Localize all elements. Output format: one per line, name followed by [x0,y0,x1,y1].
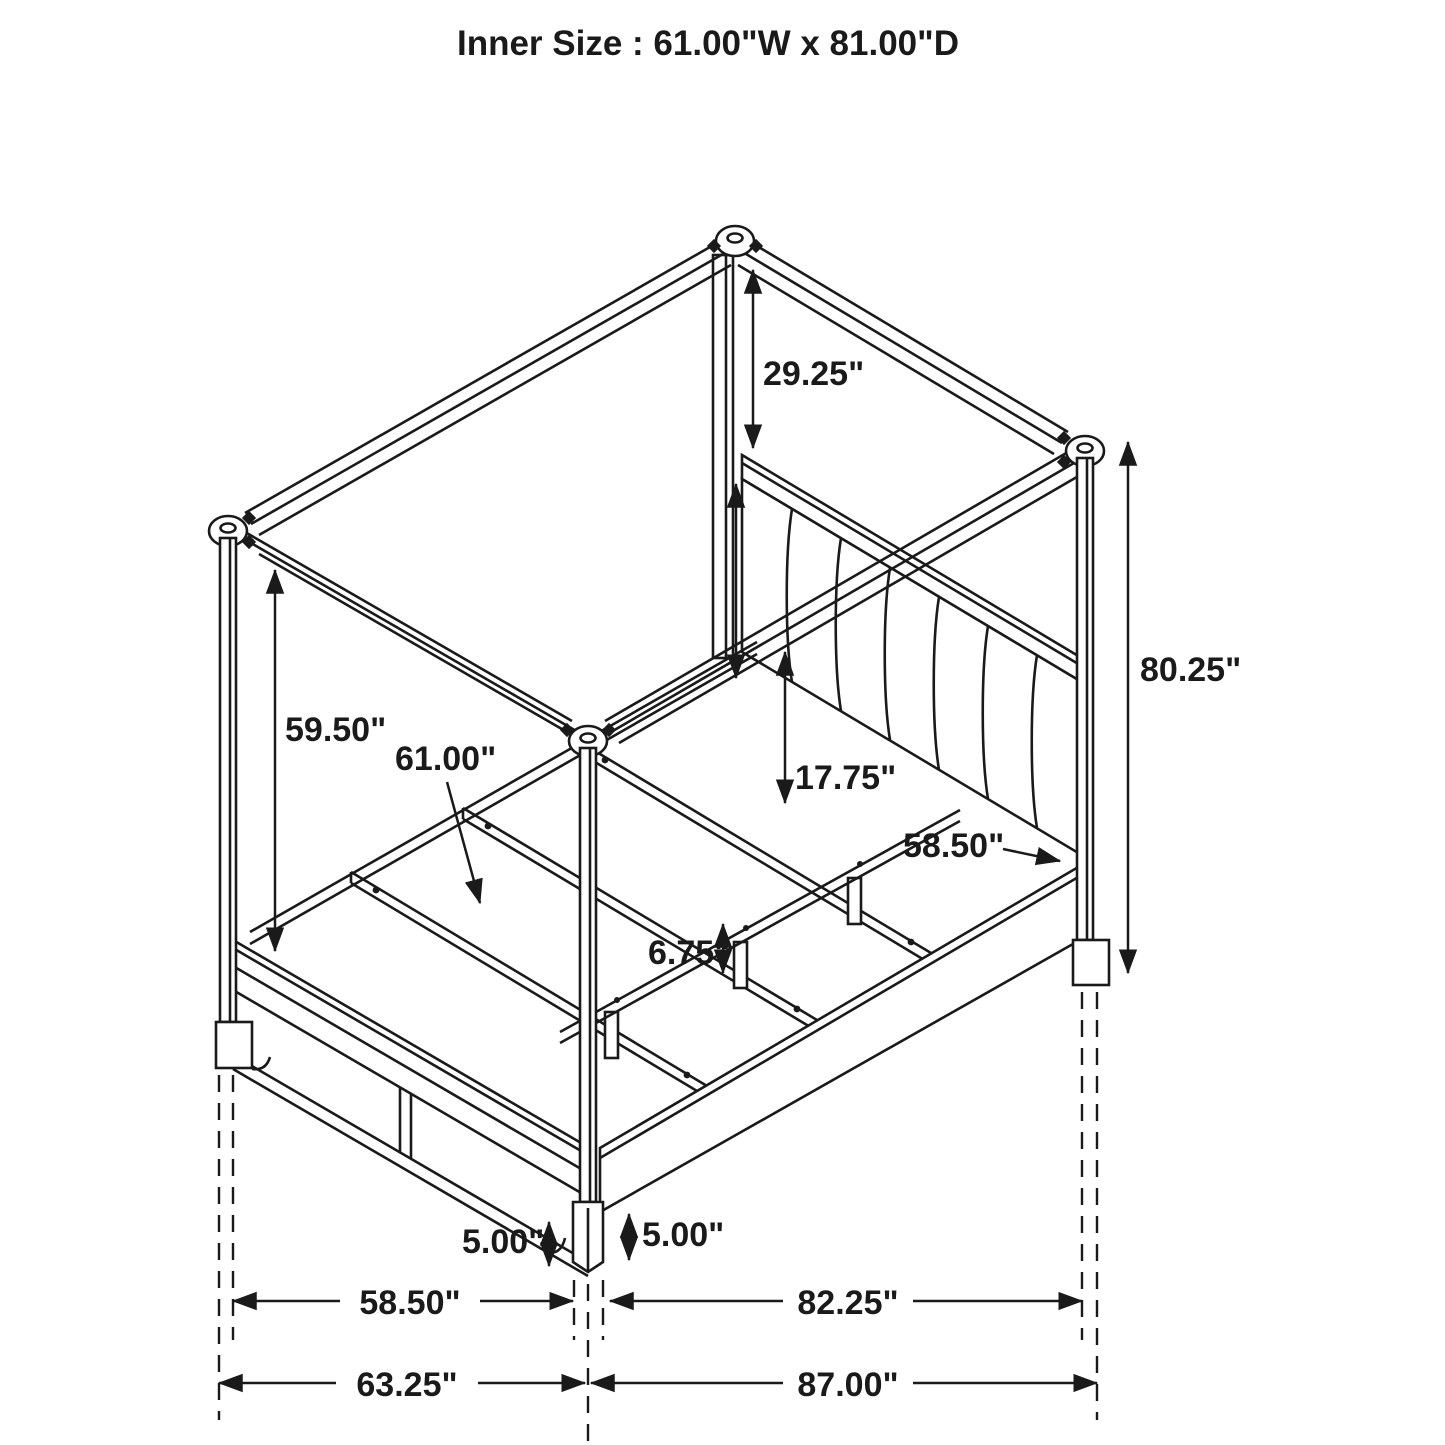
dim-label-headboard-above-deck: 17.75" [795,759,897,797]
screw-hole [794,1006,801,1013]
corner-hole [728,234,743,243]
post-foot [216,1022,252,1068]
dim-label-side-rail-inner: 58.50" [903,827,1005,865]
dim-leader-slat-length [447,782,480,903]
dim-label-left-post: 59.50" [285,711,387,749]
deck-rail-left [250,642,757,944]
screw-hole [602,757,609,764]
support-leg [848,878,861,924]
corner-hole [1078,444,1093,453]
dim-label-overall-height: 80.25" [1140,651,1242,689]
screw-hole [857,861,863,867]
dim-label-bottom-depth-overall: 87.00" [797,1366,899,1404]
dim-label-bottom-width-overall: 63.25" [356,1366,458,1404]
dim-leader-side-rail-inner [1003,849,1060,861]
screw-hole [743,925,749,931]
dim-label-foot-right: 5.00" [642,1216,725,1254]
corner-hole [221,524,236,533]
dim-label-foot-left: 5.00" [462,1223,545,1261]
side-rail [600,866,1080,1212]
screw-hole [684,1072,691,1079]
dim-label-bottom-depth-inner: 82.25" [797,1284,899,1322]
screw-hole [614,997,620,1003]
post-right [1073,458,1109,985]
canopy-corner-block [707,226,763,256]
screw-hole [373,887,380,894]
post-foot [1073,940,1109,985]
post-left [216,538,252,1068]
screw-hole [908,939,915,946]
canopy-frame-back [245,243,1068,535]
page-title: Inner Size : 61.00"W x 81.00"D [456,24,960,63]
post-back [713,255,733,658]
dim-label-post-above-headboard: 29.25" [763,355,865,393]
dim-label-support-leg: 6.75" [648,934,731,972]
support-leg [605,1012,618,1058]
screw-hole [485,823,492,830]
support-leg [734,942,747,988]
headboard [742,455,1090,860]
corner-hole [581,734,596,743]
dim-label-slat-length: 61.00" [395,740,497,778]
dim-label-bottom-width-inner: 58.50" [359,1284,461,1322]
